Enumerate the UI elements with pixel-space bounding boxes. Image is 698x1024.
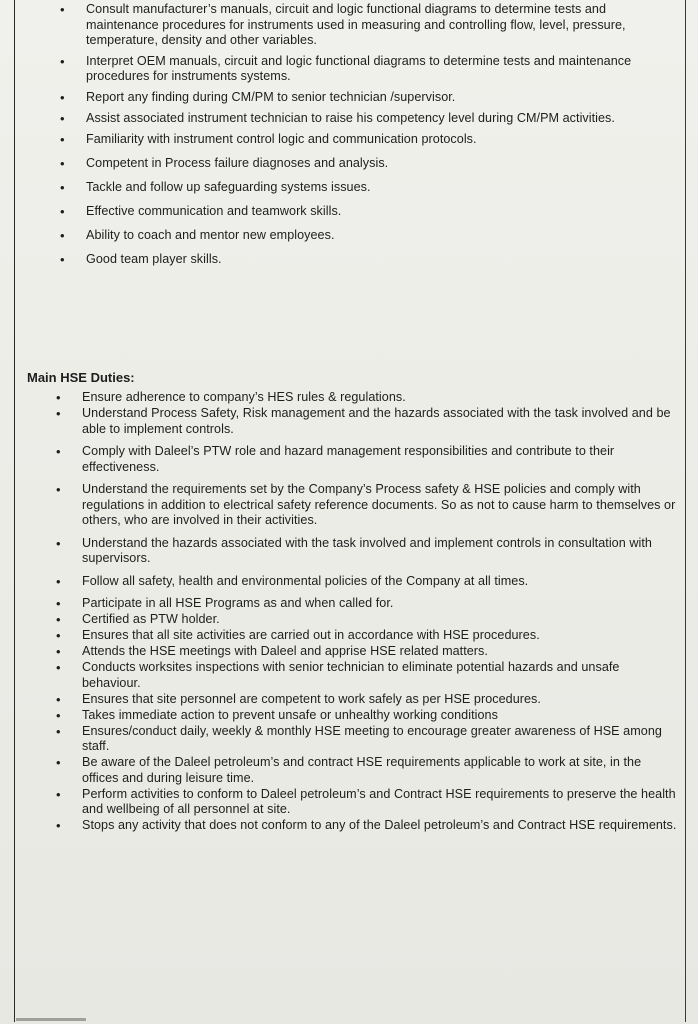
list-item [0, 156, 698, 172]
bullet-icon: • [60, 252, 65, 268]
list-item-text: Perform activities to conform to Daleel petroleum’s and Contract HSE requirements to preserve the health and wellbeing of all personnel at site. [82, 786, 676, 816]
list-item [0, 2, 698, 49]
list-item-text: Follow all safety, health and environmental policies of the Company at all times. [82, 573, 529, 588]
bullet-icon: • [60, 53, 65, 69]
list-item [0, 54, 698, 85]
bullet-icon: • [56, 818, 61, 833]
list-item [0, 204, 698, 220]
list-item-text: Ensure adherence to company’s HES rules & regulations. [82, 390, 406, 404]
list-item [0, 406, 698, 437]
bullet-icon: • [60, 180, 65, 196]
bullet-icon: • [60, 156, 65, 172]
list-item-text: Takes immediate action to prevent unsafe or unhealthy working conditions [82, 707, 498, 722]
bullet-icon: • [60, 132, 65, 148]
bullet-icon: • [56, 390, 61, 405]
list-item-text: Tackle and follow up safeguarding systems issues. [86, 180, 371, 195]
list-item [0, 818, 698, 834]
list-item [0, 692, 698, 708]
list-item-text: Understand the requirements set by the Company’s Process safety & HSE policies and comply with regulations in addition to electrical safety reference documents. So as not to cause harm to themselves or others, who are involved in their activities. [82, 482, 676, 527]
list-item [0, 252, 698, 268]
list-item [0, 482, 698, 529]
list-item-text: Ensures that all site activities are carried out in accordance with HSE procedures. [82, 628, 540, 642]
list-item-text: Attends the HSE meetings with Daleel and apprise HSE related matters. [82, 644, 488, 658]
list-item-text: Ensures that site personnel are competent to work safely as per HSE procedures. [82, 691, 541, 706]
list-item [0, 574, 698, 590]
list-item-text: Understand the hazards associated with the task involved and implement controls in consultation with supervisors. [82, 535, 652, 565]
bullet-icon: • [56, 573, 61, 589]
list-item-text: Stops any activity that does not conform to any of the Daleel petroleum’s and Contract HSE requirements. [82, 818, 677, 832]
bullet-icon: • [56, 660, 61, 675]
list-item-text: Assist associated instrument technician to raise his competency level during CM/PM activities. [86, 111, 615, 126]
list-item [0, 724, 698, 755]
bullet-icon: • [56, 482, 61, 497]
list-item [0, 628, 698, 644]
bullet-icon: • [56, 612, 61, 627]
bullet-icon: • [60, 2, 65, 17]
bullet-icon: • [60, 111, 65, 127]
hse-duties-list [0, 390, 698, 834]
bullet-icon: • [56, 628, 61, 643]
list-item [0, 228, 698, 244]
bullet-icon: • [56, 723, 61, 739]
scan-edge-mark [16, 1018, 86, 1021]
list-item-text: Report any finding during CM/PM to senior technician /supervisor. [86, 90, 456, 105]
bullet-icon: • [60, 204, 65, 220]
list-item-text: Understand Process Safety, Risk management and the hazards associated with the task involved and be able to implement controls. [82, 406, 671, 436]
bullet-icon: • [56, 755, 61, 770]
bullet-icon: • [56, 406, 61, 421]
list-item-text: Ensures/conduct daily, weekly & monthly HSE meeting to encourage greater awareness of HSE among staff. [82, 723, 662, 753]
list-item-text: Consult manufacturer’s manuals, circuit and logic functional diagrams to determine tests and maintenance procedures for instruments used in measuring and controlling flow, level, pressure, temperature, density and other variables. [86, 2, 626, 47]
list-item-text: Good team player skills. [86, 252, 222, 267]
list-item [0, 444, 698, 475]
list-item [0, 755, 698, 786]
list-item-text: Be aware of the Daleel petroleum’s and contract HSE requirements applicable to work at site, in the offices and during leisure time. [82, 755, 642, 785]
list-item-text: Familiarity with instrument control logic and communication protocols. [86, 132, 477, 147]
list-item-text: Conducts worksites inspections with senior technician to eliminate potential hazards and unsafe behaviour. [82, 660, 620, 690]
list-item [0, 390, 698, 406]
list-item [0, 644, 698, 660]
responsibilities-list [0, 2, 698, 273]
bullet-icon: • [60, 90, 65, 106]
list-item-text: Comply with Daleel’s PTW role and hazard management responsibilities and contribute to their effectiveness. [82, 444, 615, 474]
list-item-text: Effective communication and teamwork skills. [86, 204, 342, 219]
section-heading-hse: Main HSE Duties: [27, 370, 135, 385]
list-item-text: Participate in all HSE Programs as and when called for. [82, 596, 394, 610]
bullet-icon: • [56, 644, 61, 659]
bullet-icon: • [56, 707, 61, 723]
list-item [0, 708, 698, 724]
list-item [0, 132, 698, 148]
list-item [0, 596, 698, 612]
bullet-icon: • [56, 444, 61, 459]
bullet-icon: • [56, 596, 61, 611]
list-item [0, 787, 698, 818]
list-item [0, 660, 698, 691]
list-item [0, 612, 698, 628]
list-item-text: Interpret OEM manuals, circuit and logic functional diagrams to determine tests and maintenance procedures for instruments systems. [86, 53, 632, 84]
list-item-text: Ability to coach and mentor new employees. [86, 228, 335, 243]
list-item [0, 180, 698, 196]
bullet-icon: • [56, 535, 61, 551]
list-item [0, 536, 698, 567]
list-item [0, 90, 698, 106]
list-item-text: Certified as PTW holder. [82, 612, 220, 626]
list-item-text: Competent in Process failure diagnoses and analysis. [86, 156, 389, 171]
list-item [0, 111, 698, 127]
bullet-icon: • [60, 228, 65, 244]
bullet-icon: • [56, 691, 61, 707]
bullet-icon: • [56, 786, 61, 802]
